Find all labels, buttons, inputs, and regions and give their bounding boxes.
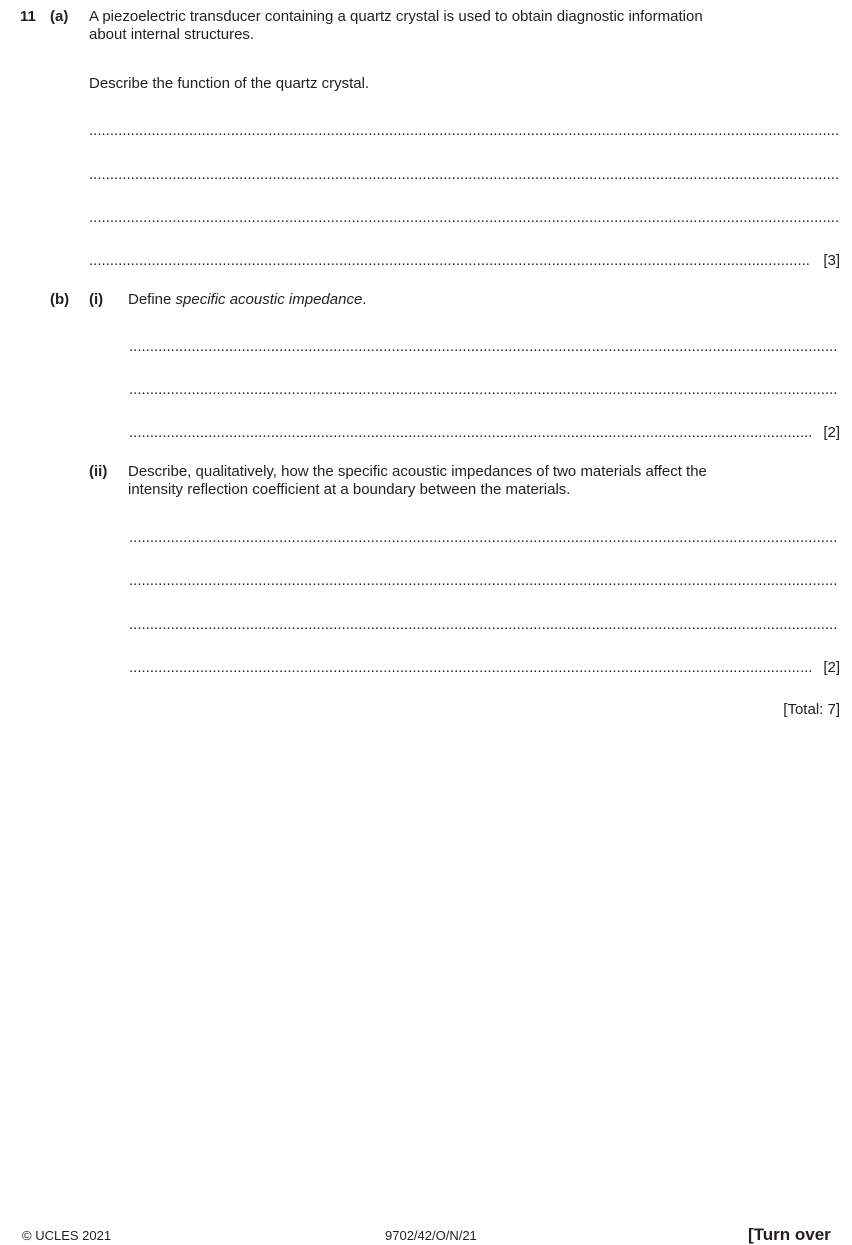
prompt-prefix: Define [128,291,176,308]
marks-b-ii: [2] [823,659,840,676]
prompt-suffix: . [362,291,367,308]
answer-line[interactable] [129,659,811,677]
marks-a: [3] [823,252,840,269]
part-a-stem-line1: A piezoelectric transducer containing a quartz crystal is used to obtain diagnostic information [89,8,703,25]
answer-line[interactable] [89,166,838,184]
part-b-ii-label: (ii) [89,463,108,480]
answer-line[interactable] [129,572,838,590]
part-b-ii-prompt-line2: intensity reflection coefficient at a boundary between the materials. [128,481,571,498]
part-b-i-prompt [128,291,366,309]
question-number: 11 [20,8,36,25]
defined-term: specific acoustic impedance [175,291,363,308]
answer-line[interactable] [129,616,838,634]
answer-line[interactable] [129,529,838,547]
footer-copyright: © UCLES 2021 [22,1228,112,1243]
part-b-ii-prompt-line1: Describe, qualitatively, how the specific acoustic impedances of two materials affect the [128,463,707,480]
answer-line[interactable] [89,209,838,227]
part-a-label: (a) [50,8,69,25]
part-b-i-label: (i) [89,291,104,308]
answer-line[interactable] [129,424,811,442]
answer-line[interactable] [89,122,838,140]
answer-line[interactable] [129,338,838,356]
part-a-stem-line2: about internal structures. [89,26,255,43]
part-a-prompt: Describe the function of the quartz crystal. [89,75,370,92]
total-marks: [Total: 7] [783,701,840,718]
answer-line[interactable] [129,381,838,399]
part-b-label: (b) [50,291,70,308]
footer-turn-over[interactable]: [Turn over [748,1225,831,1244]
answer-line[interactable] [89,252,811,270]
marks-b-i: [2] [823,424,840,441]
footer-paper-code: 9702/42/O/N/21 [385,1228,477,1243]
